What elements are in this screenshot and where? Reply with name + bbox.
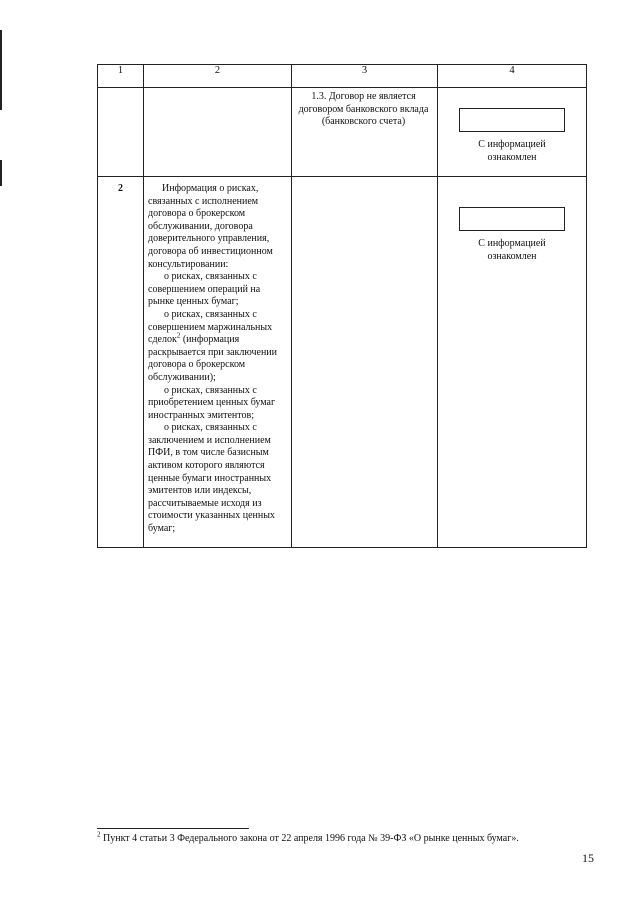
footnote-text: Пункт 4 статьи 3 Федерального закона от 22 апреля 1996 года № 39-ФЗ «О рынке ценных бумаг». [100,833,519,844]
text-line [148,331,285,347]
text-line: иностранных эмитентов; [148,409,255,421]
text-line: обслуживании, договора [148,220,253,232]
scan-edge-mark [0,30,2,110]
text-line: связанных с исполнением [148,195,259,207]
column-header: 1 [98,65,144,88]
text-line: о рисках, связанных с [164,271,257,283]
table-cell-empty [292,177,438,548]
text-line: совершением операций на [148,283,261,295]
acknowledgement-caption [438,237,586,263]
caption-line: С информацией [478,238,546,249]
text-line: ценные бумаги иностранных [148,472,272,484]
text-line: обслуживании); [148,371,216,383]
table-row [98,88,587,177]
text-line: эмитентов или индексы, [148,485,252,497]
caption-line: С информацией [478,139,546,150]
footnote-reference: 2 [176,331,181,340]
text-line: о рисках, связанных с [164,384,257,396]
footnote-mark: 2 [97,830,101,839]
text-fragment: (информация [180,334,240,346]
text-line: рынке ценных бумаг; [148,296,239,308]
signature-box[interactable] [459,207,565,231]
text-line: бумаг; [148,523,176,535]
table-row [98,177,587,548]
footnote-separator [97,828,249,829]
scan-edge-mark [0,160,2,186]
text-line: договора о брокерском [148,208,246,220]
text-line: стоимости указанных ценных [148,510,275,522]
clause-text: 1.3. Договор не является договором банковского вклада (банковского счета) [292,88,438,177]
text-line: договора о брокерском [148,359,246,371]
caption-line: ознакомлен [487,152,537,163]
text-line: раскрывается при заключении [148,346,278,358]
text-line: совершением маржинальных [148,321,273,333]
text-line: приобретением ценных бумаг [148,397,276,409]
text-line: активом которого являются [148,460,265,472]
text-line: рассчитываемые исходя из [148,497,262,509]
column-header: 4 [438,65,587,88]
acknowledgement-cell [438,177,587,548]
text-line: ПФИ, в том числе базисным [148,447,269,459]
table-cell-empty [144,88,292,177]
column-header: 2 [144,65,292,88]
acknowledgement-caption [438,138,586,164]
footnote [97,830,519,844]
column-header: 3 [292,65,438,88]
table-header-row [98,65,587,88]
text-line: доверительного управления, [148,233,270,245]
text-line: Информация о рисках, [162,183,259,194]
text-line: заключением и исполнением [148,434,271,446]
acknowledgement-cell [438,88,587,177]
row-number [98,88,144,177]
signature-box[interactable] [459,108,565,132]
text-line: договора об инвестиционном [148,245,273,257]
text-fragment: сделок [148,334,177,346]
text-line: о рисках, связанных с [164,308,257,320]
text-line: консультировании: [148,258,229,270]
disclosure-table [97,64,587,548]
text-line: о рисках, связанных с [164,422,257,434]
page-number: 15 [582,851,594,865]
caption-line: ознакомлен [487,251,537,262]
row-number: 2 [98,177,144,548]
risk-information-text [144,177,292,548]
